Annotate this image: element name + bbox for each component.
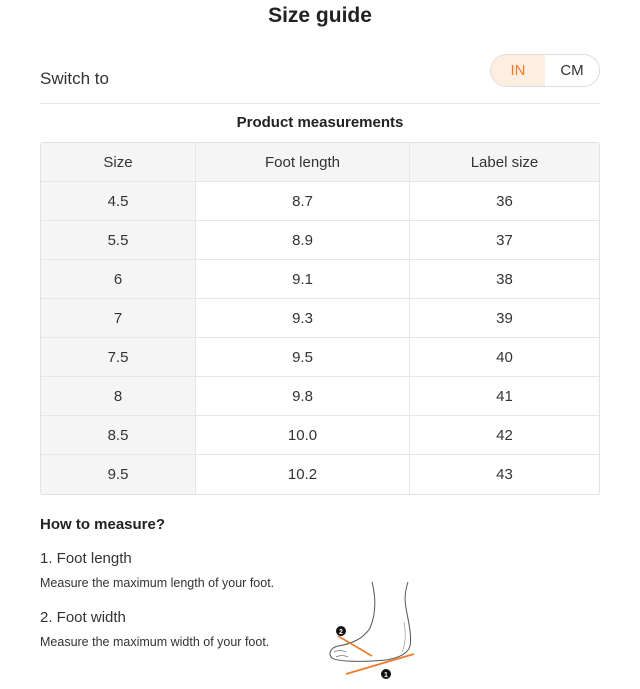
step-foot-length-desc: Measure the maximum length of your foot.	[40, 576, 275, 590]
header-size: Size	[41, 143, 196, 182]
cell-size: 6	[41, 260, 196, 299]
cell-label-size: 43	[496, 466, 513, 483]
foot-length-line	[346, 654, 414, 674]
unit-option-in[interactable]: IN	[491, 55, 545, 86]
table-header-row	[41, 143, 599, 182]
cell-label-size: 39	[410, 299, 599, 338]
cell-foot-length: 9.1	[196, 260, 410, 299]
toe-lines	[334, 651, 348, 658]
cell-size: 8.5	[41, 416, 196, 455]
cell-label-size: 36	[410, 182, 599, 221]
cell-foot-length: 10.2	[196, 455, 410, 494]
cell-foot-length: 9.5	[196, 338, 410, 377]
cell-foot-length: 8.9	[196, 221, 410, 260]
page-title: Size guide	[268, 4, 372, 27]
size-table	[40, 142, 600, 495]
cell-foot-length: 10.0	[196, 416, 410, 455]
cell-label-size: 37	[410, 221, 599, 260]
unit-toggle	[490, 54, 600, 87]
step-foot-length-heading: 1. Foot length	[40, 550, 132, 567]
cell-label-size: 38	[410, 260, 599, 299]
cell-size: 8	[41, 377, 196, 416]
header-label-size: Label size	[410, 143, 599, 182]
table-title: Product measurements	[236, 114, 404, 131]
header-foot-length: Foot length	[196, 143, 410, 182]
step-foot-width-desc: Measure the maximum width of your foot.	[40, 635, 270, 649]
foot-outline	[330, 582, 411, 661]
switch-label: Switch to	[40, 69, 109, 88]
table-row	[41, 182, 599, 221]
table-row	[41, 221, 599, 260]
cell-size: 5.5	[41, 221, 196, 260]
cell-foot-length: 9.3	[196, 299, 410, 338]
cell-size: 7	[41, 299, 196, 338]
table-row	[41, 260, 599, 299]
cell-foot-length: 9.8	[196, 377, 410, 416]
cell-size: 4.5	[41, 182, 196, 221]
cell-foot-length: 8.7	[196, 182, 410, 221]
cell-label-size: 40	[410, 338, 599, 377]
unit-option-cm[interactable]: CM	[545, 55, 599, 86]
cell-label-size: 42	[410, 416, 599, 455]
unit-switch-row	[40, 54, 600, 104]
table-row	[41, 299, 599, 338]
table-row	[41, 455, 599, 494]
step-foot-width-heading: 2. Foot width	[40, 609, 126, 626]
table-row	[41, 416, 599, 455]
marker-1-label: 1	[384, 672, 388, 679]
table-row	[41, 338, 599, 377]
foot-width-line	[338, 636, 372, 656]
foot-measure-illustration	[324, 578, 424, 682]
heel-shading	[402, 622, 405, 652]
table-row	[41, 377, 599, 416]
cell-size: 7.5	[41, 338, 196, 377]
cell-label-size: 41	[410, 377, 599, 416]
marker-2-label: 2	[339, 629, 343, 636]
cell-size: 9.5	[41, 455, 196, 494]
how-to-measure-title: How to measure?	[40, 516, 166, 533]
